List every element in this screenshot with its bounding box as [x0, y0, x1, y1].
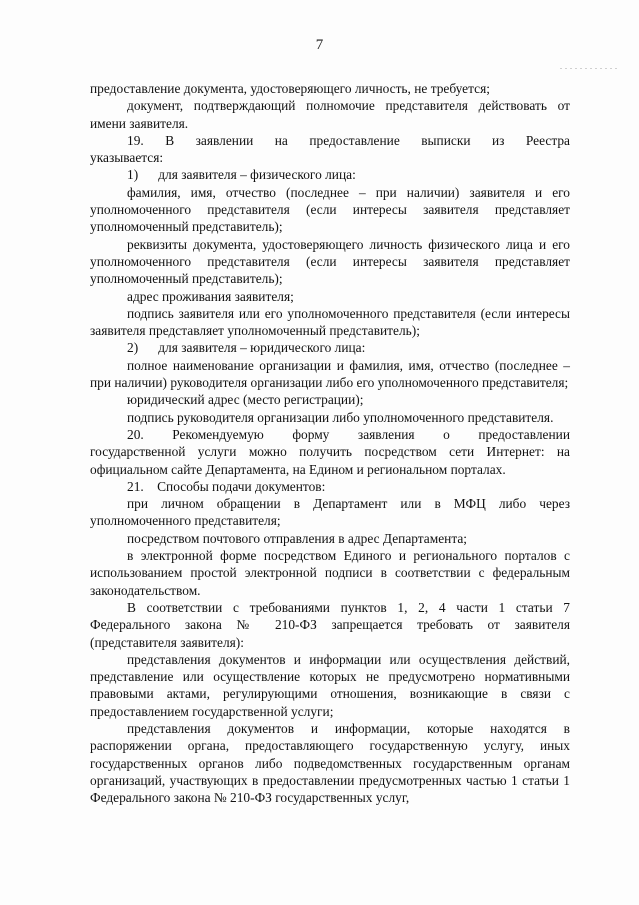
paragraph: 19. В заявлении на предоставление выписки из Реестра указывается:	[90, 132, 574, 166]
paragraph: 1) для заявителя – физического лица:	[127, 167, 356, 183]
paragraph: В соответствии с требованиями пунктов 1, 2, 4 части 1 статьи 7 Федерального закона № 210-ФЗ запрещается требовать от заявителя (представителя заявителя):	[90, 599, 574, 650]
paragraph: юридический адрес (место регистрации);	[127, 392, 364, 408]
paragraph: подпись руководителя организации либо уполномоченного представителя.	[127, 409, 554, 425]
paragraph: 20. Рекомендуемую форму заявления о предоставлении государственной услуги можно получить посредством сети Интернет: на официальном сайте Департамента, на Едином и региональном порталах.	[90, 426, 574, 477]
paragraph: предоставление документа, удостоверяющего личность, не требуется;	[90, 81, 490, 96]
scan-artifact	[560, 68, 620, 69]
paragraph: 21. Способы подачи документов:	[127, 478, 326, 494]
paragraph: представления документов и информации или осуществления действий, представление или осуществление которых не предусмотрено нормативными правовыми актами, регулирующими отношения, возникающие в связи с предоставлением государственной услуги;	[90, 651, 574, 719]
paragraph: полное наименование организации и фамилия, имя, отчество (последнее – при наличии) руководителя организации либо его уполномоченного представителя;	[90, 357, 574, 391]
paragraph: посредством почтового отправления в адрес Департамента;	[127, 530, 468, 546]
paragraph: адрес проживания заявителя;	[127, 288, 294, 304]
document-body	[90, 80, 574, 806]
paragraph: документ, подтверждающий полномочие представителя действовать от имени заявителя.	[90, 98, 574, 131]
paragraph: представления документов и информации, которые находятся в распоряжении органа, предоставляющего государственную услугу, иных государственных органов либо подведомственных государственным органам организаций, участвующих в предоставлении предусмотренных частью 1 статьи 1 Федерального закона № 210-ФЗ государственных услуг,	[90, 720, 574, 806]
paragraph: фамилия, имя, отчество (последнее – при наличии) заявителя и его уполномоченного представителя (если интересы заявителя представляет уполномоченный представитель);	[90, 184, 574, 235]
paragraph: 2) для заявителя – юридического лица:	[127, 340, 366, 356]
paragraph: реквизиты документа, удостоверяющего личность физического лица и его уполномоченного представителя (если интересы заявителя представляет уполномоченный представитель);	[90, 236, 574, 287]
page-number: 7	[315, 37, 324, 53]
paragraph: при личном обращении в Департамент или в МФЦ либо через уполномоченного представителя;	[90, 496, 574, 529]
paragraph: в электронной форме посредством Единого и регионального порталов с использованием простой электронной подписи в соответствии с федеральным законодательством.	[90, 548, 574, 598]
paragraph: подпись заявителя или его уполномоченного представителя (если интересы заявителя представляет уполномоченный представитель);	[90, 305, 574, 339]
